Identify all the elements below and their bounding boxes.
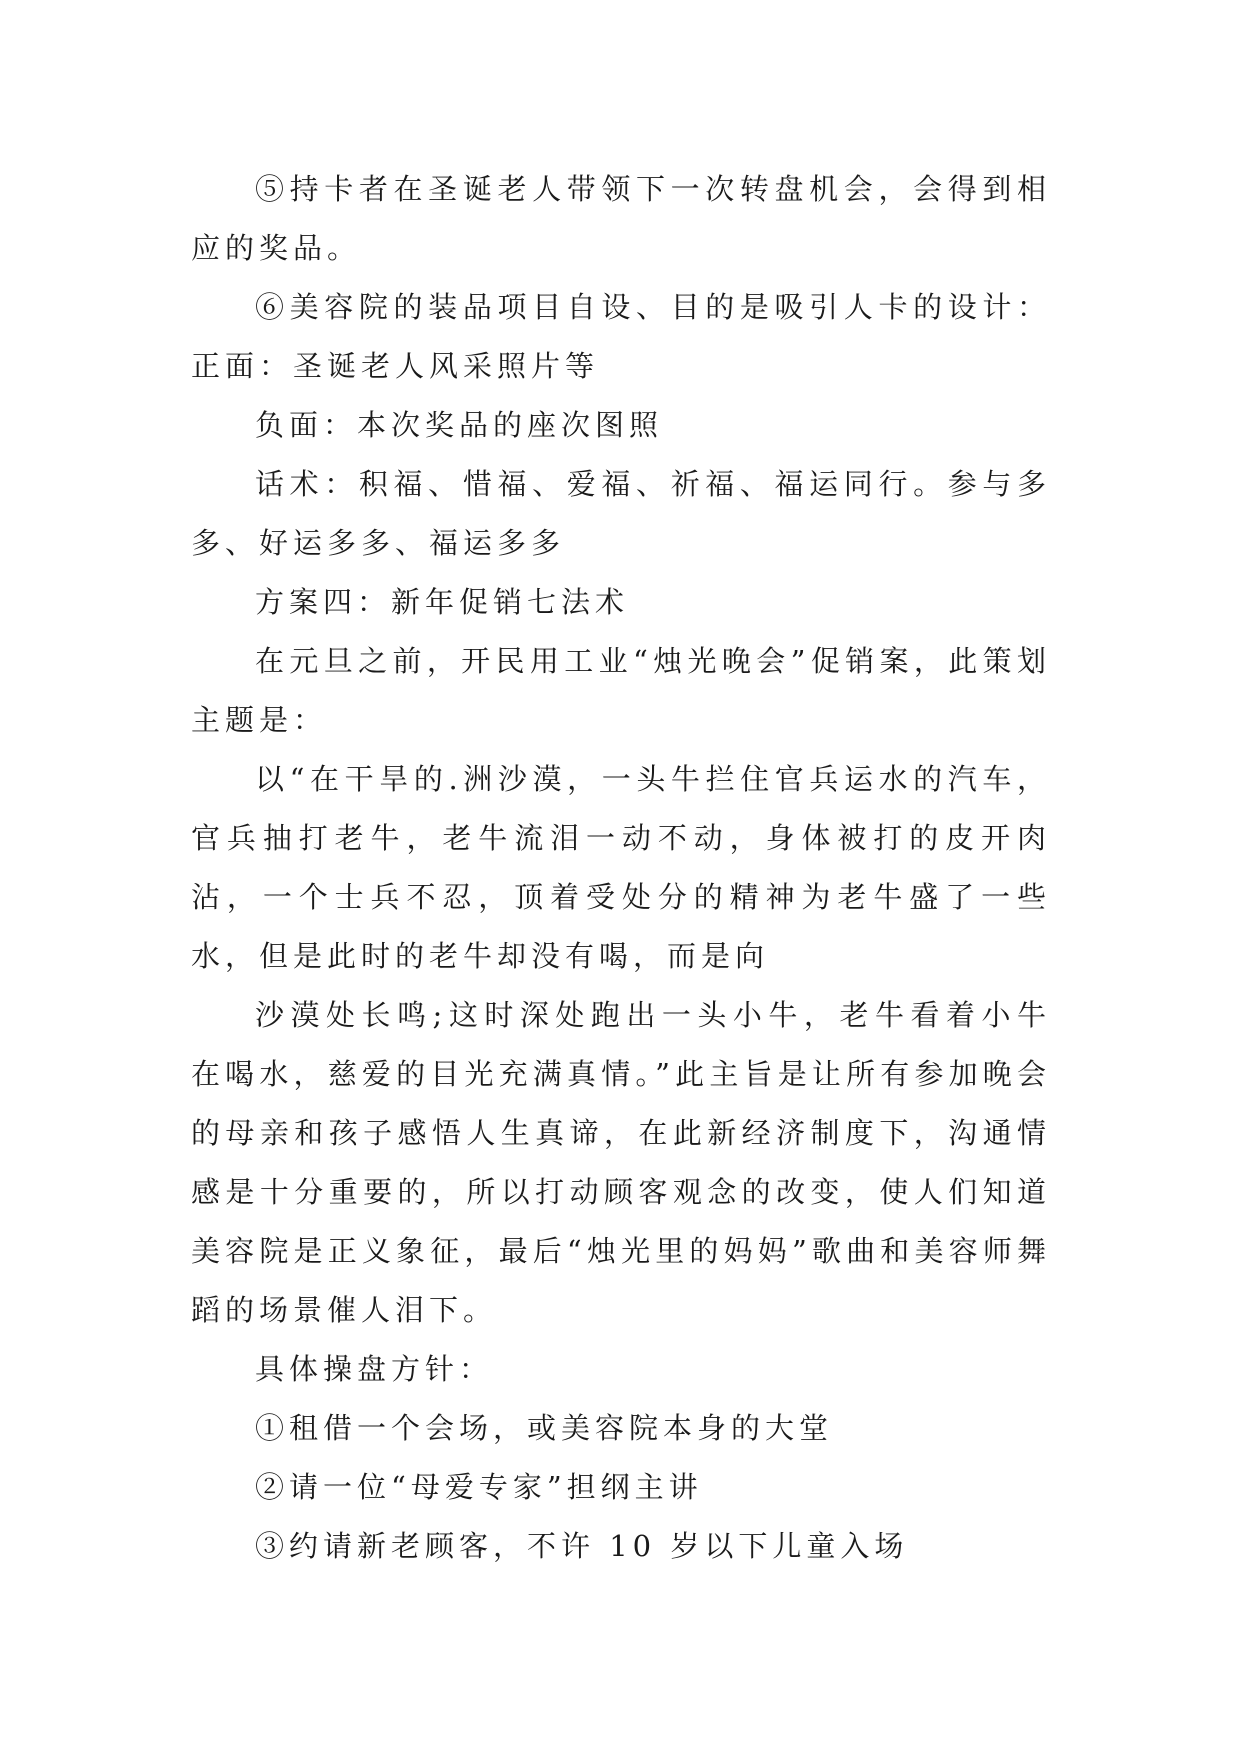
list-item-venue: ①租借一个会场，或美容院本身的大堂 [255,1411,834,1445]
paragraph-story-part-two: 沙漠处长鸣;这时深处跑出一头小牛，老牛看着小牛在喝水，慈爱的目光充满真情。”此主旨是让所有参加晚会的母亲和孩子感悟人生真谛，在此新经济制度下，沟通情感是十分重要的，所以打动顾客观念的改变，使人们知道美容院是正义象征，最后“烛光里的妈妈”歌曲和美容师舞蹈的场景催人泪下。 [191,998,1051,1327]
paragraph-card-design: ⑥美容院的装品项目自设、目的是吸引人卡的设计：正面：圣诞老人风采照片等 [191,290,1051,383]
document-body [191,160,1051,1576]
paragraph-plan-four-heading: 方案四：新年促销七法术 [255,585,630,619]
paragraph-story-part-one: 以“在干旱的.洲沙漠，一头牛拦住官兵运水的汽车，官兵抽打老牛，老牛流泪一动不动，身体被打的皮开肉沾，一个士兵不忍，顶着受处分的精神为老牛盛了一些水，但是此时的老牛却没有喝，而是向 [191,762,1051,973]
paragraph-operation-heading: 具体操盘方针： [255,1352,494,1386]
list-item-speaker: ②请一位“母爱专家”担纲主讲 [255,1470,703,1504]
list-item-invite: ③约请新老顾客，不许 10 岁以下儿童入场 [255,1529,909,1563]
paragraph-card-back: 负面：本次奖品的座次图照 [255,408,664,442]
paragraph-slogan: 话术：积福、惜福、爱福、祈福、福运同行。参与多多、好运多多、福运多多 [191,467,1051,560]
paragraph-candlelight-intro: 在元旦之前，开民用工业“烛光晚会”促销案，此策划主题是： [191,644,1051,737]
paragraph-prize-wheel: ⑤持卡者在圣诞老人带领下一次转盘机会，会得到相应的奖品。 [191,172,1051,265]
